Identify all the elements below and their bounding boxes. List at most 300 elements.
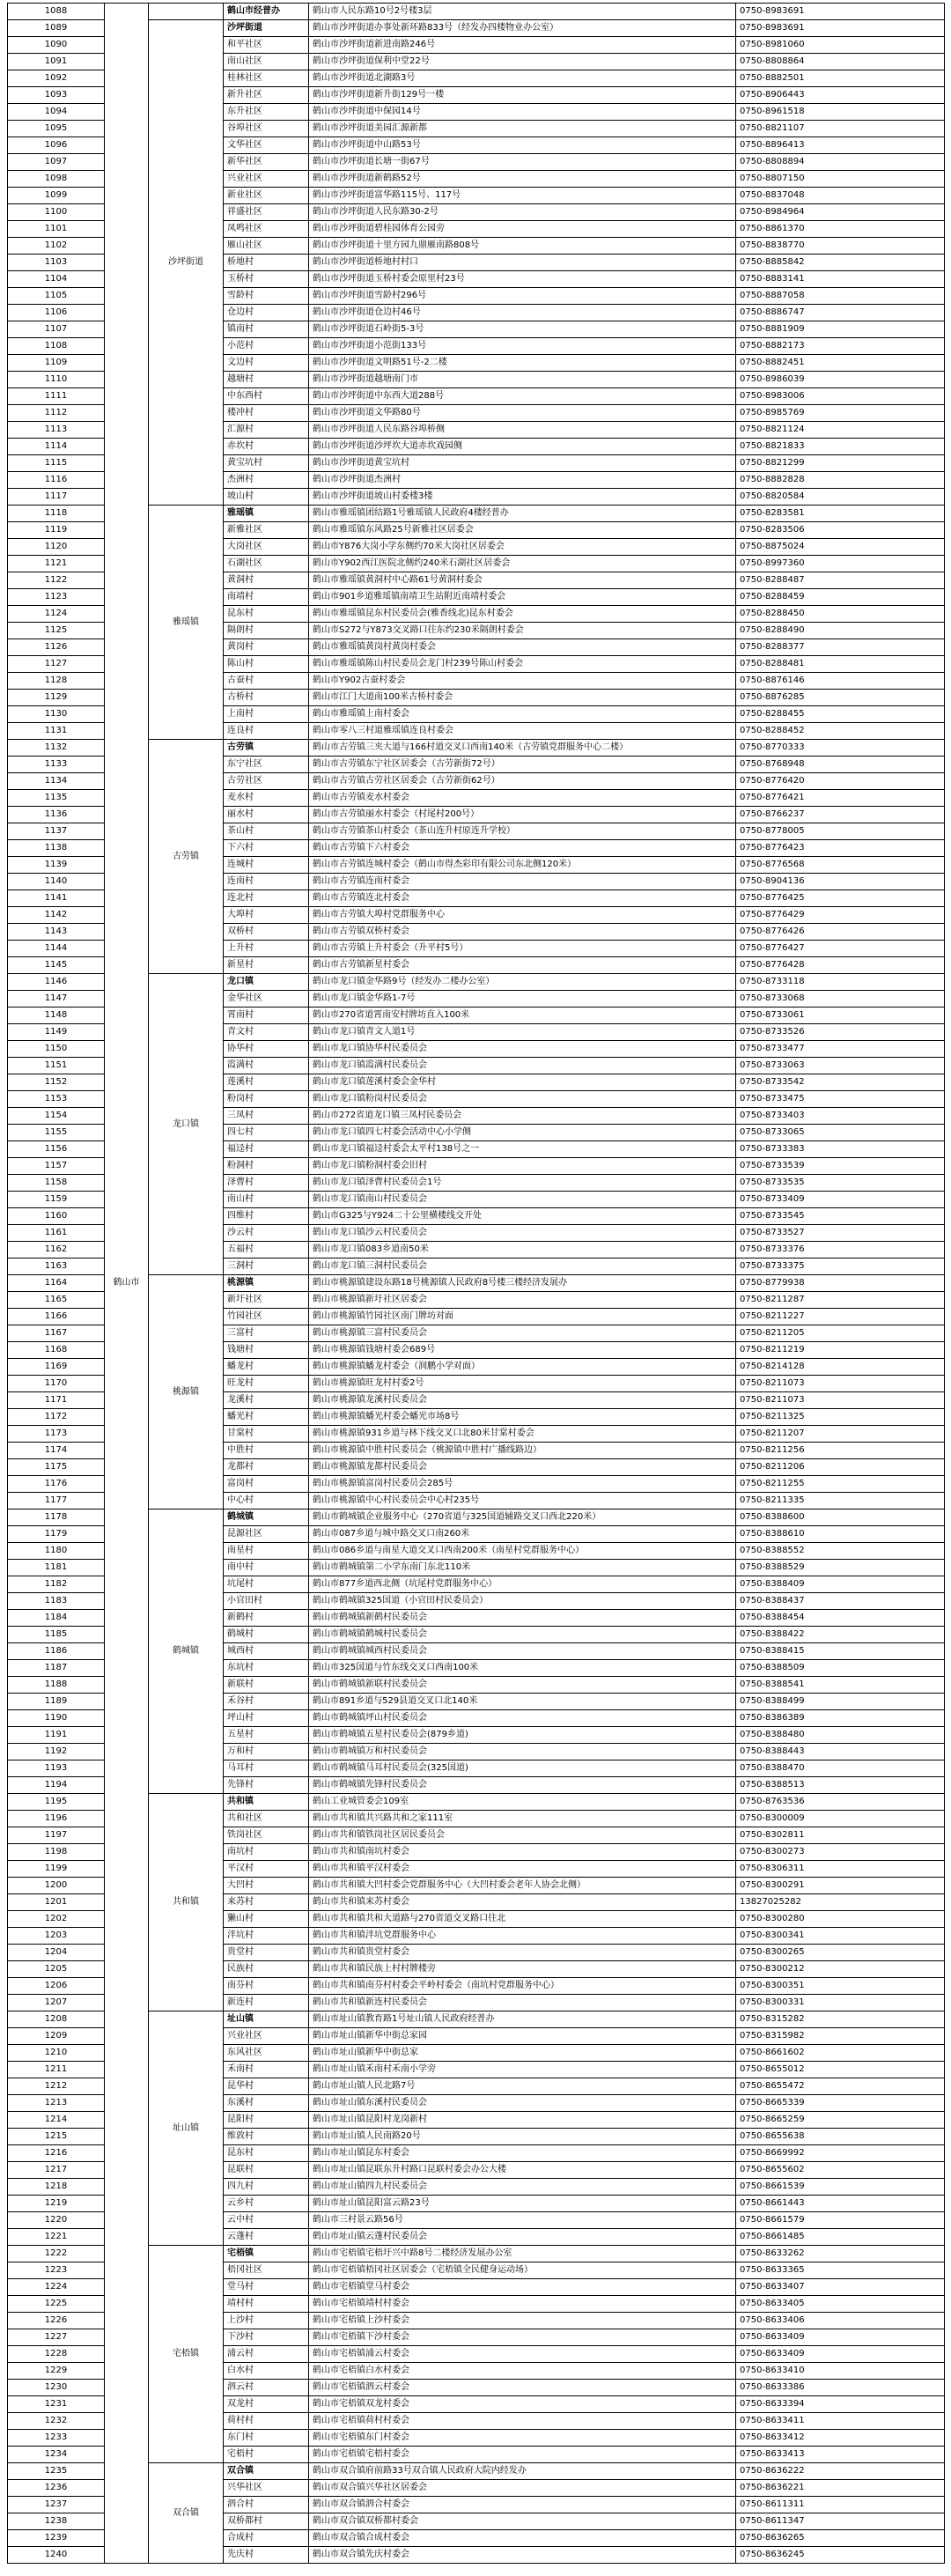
unit-address: 鹤山市址山镇新华中街总家	[309, 2045, 736, 2062]
unit-phone: 0750-8778005	[736, 823, 945, 840]
unit-address: 鹤山市址山镇云蓬村民委员会	[309, 2229, 736, 2246]
unit-phone: 0750-8776427	[736, 941, 945, 957]
unit-address: 鹤山市桃源镇富岗村民委员会285号	[309, 1476, 736, 1493]
unit-phone: 0750-8808864	[736, 54, 945, 70]
unit-name: 小范村	[224, 338, 309, 355]
unit-name: 云中村	[224, 2212, 309, 2229]
row-number: 1180	[8, 1543, 105, 1560]
row-number: 1213	[8, 2095, 105, 2112]
unit-phone: 0750-8288487	[736, 572, 945, 589]
unit-phone: 0750-8885842	[736, 255, 945, 271]
unit-name: 新联村	[224, 1677, 309, 1694]
unit-address: 鹤山市087乡道与城中路交叉口南260米	[309, 1526, 736, 1543]
unit-phone: 0750-8211227	[736, 1309, 945, 1325]
row-number: 1116	[8, 472, 105, 489]
row-number: 1206	[8, 1978, 105, 1995]
unit-address: 鹤山市270省道霄南安村牌坊直入100米	[309, 1008, 736, 1024]
unit-name: 南中村	[224, 1560, 309, 1576]
unit-address: 鹤山市共和镇平汉村委会	[309, 1861, 736, 1878]
unit-name: 双桥村	[224, 924, 309, 941]
unit-phone: 0750-8300291	[736, 1878, 945, 1894]
unit-address: 鹤山市宅梧镇宅梧村委会	[309, 2447, 736, 2463]
unit-phone: 0750-8733527	[736, 1225, 945, 1242]
unit-address: 鹤山市鹤城镇新鹤村民委员会	[309, 1610, 736, 1627]
unit-phone: 0750-8300280	[736, 1911, 945, 1928]
unit-name: 古劳镇	[224, 740, 309, 757]
town-cell: 龙口镇	[149, 974, 224, 1275]
unit-name: 靖村村	[224, 2296, 309, 2313]
unit-name: 谷埠社区	[224, 121, 309, 137]
unit-name: 南芬村	[224, 1978, 309, 1995]
unit-phone: 0750-8985769	[736, 405, 945, 422]
row-number: 1153	[8, 1091, 105, 1108]
row-number: 1115	[8, 455, 105, 472]
row-number: 1091	[8, 54, 105, 70]
row-number: 1097	[8, 154, 105, 171]
row-number: 1148	[8, 1008, 105, 1024]
unit-address: 鹤山市古劳镇古劳社区居委会（古劳新街62号）	[309, 773, 736, 790]
table-row	[8, 506, 945, 522]
unit-name: 昆阳村	[224, 2112, 309, 2129]
unit-name: 汇源村	[224, 422, 309, 439]
unit-address: 鹤山市宅梧镇泗云村委会	[309, 2380, 736, 2396]
unit-name: 古蚕村	[224, 673, 309, 690]
unit-address: 鹤山市沙坪街道十里方园九鼎雁南路808号	[309, 238, 736, 255]
unit-phone: 0750-8665259	[736, 2112, 945, 2129]
unit-name: 连城村	[224, 857, 309, 874]
unit-phone: 0750-8636245	[736, 2547, 945, 2564]
row-number: 1182	[8, 1576, 105, 1593]
unit-address: 鹤山市宅梧镇荷村村委会	[309, 2413, 736, 2430]
unit-address: 鹤山市址山镇昆东村委会	[309, 2145, 736, 2162]
row-number: 1127	[8, 656, 105, 673]
unit-address: 鹤山市宅梧镇宅梧圩兴中路8号二楼经济发展办公室	[309, 2246, 736, 2262]
unit-phone: 0750-8881909	[736, 321, 945, 338]
unit-phone: 0750-8984964	[736, 204, 945, 221]
unit-address: 鹤山市共和镇南芬村村委会平岭村委会（南坑村党群服务中心）	[309, 1978, 736, 1995]
unit-name: 黄岗村	[224, 639, 309, 656]
town-cell: 共和镇	[149, 1794, 224, 2011]
unit-name: 大凹村	[224, 1878, 309, 1894]
row-number: 1146	[8, 974, 105, 991]
unit-name: 南靖村	[224, 589, 309, 606]
unit-address: 鹤山市沙坪街道保利中堂22号	[309, 54, 736, 70]
unit-name: 泗云村	[224, 2380, 309, 2396]
unit-address: 鹤山市古劳镇新星村委会	[309, 957, 736, 974]
unit-address: 鹤山市桃源镇建设东路18号桃源镇人民政府8号楼三楼经济发展办	[309, 1275, 736, 1292]
unit-phone: 0750-8306311	[736, 1861, 945, 1878]
unit-name: 荷村村	[224, 2413, 309, 2430]
unit-address: 鹤山市龙口镇青文人道1号	[309, 1024, 736, 1041]
unit-phone: 0750-8733539	[736, 1158, 945, 1175]
unit-phone: 0750-8315282	[736, 2011, 945, 2028]
unit-name: 凤鸣社区	[224, 221, 309, 238]
unit-address: 鹤山市雅瑶镇团结路1号雅瑶镇人民政府4楼经普办	[309, 506, 736, 522]
unit-phone: 0750-8882173	[736, 338, 945, 355]
unit-phone: 0750-8655472	[736, 2078, 945, 2095]
unit-address: 鹤山市沙坪街道中山路53号	[309, 137, 736, 154]
unit-phone: 0750-8633409	[736, 2329, 945, 2346]
row-number: 1229	[8, 2363, 105, 2380]
unit-address: 鹤山市址山镇教育路1号址山镇人民政府经普办	[309, 2011, 736, 2028]
row-number: 1100	[8, 204, 105, 221]
unit-phone: 0750-8636221	[736, 2480, 945, 2497]
unit-name: 玉桥村	[224, 271, 309, 288]
unit-name: 仓边村	[224, 305, 309, 321]
unit-name: 鹤城镇	[224, 1509, 309, 1526]
row-number: 1140	[8, 874, 105, 890]
unit-address: 鹤山市鹤城镇马耳村民委员会(325国道)	[309, 1760, 736, 1777]
row-number: 1138	[8, 840, 105, 857]
unit-phone: 0750-8733375	[736, 1258, 945, 1275]
unit-phone: 0750-8211073	[736, 1376, 945, 1392]
row-number: 1142	[8, 907, 105, 924]
unit-address: 鹤山市共和镇来苏村委会	[309, 1894, 736, 1911]
row-number: 1211	[8, 2062, 105, 2078]
unit-address: 鹤山市共和镇大凹村委会党群服务中心（大凹村委会老年人协会北侧）	[309, 1878, 736, 1894]
unit-phone: 0750-8776568	[736, 857, 945, 874]
unit-name: 上升村	[224, 941, 309, 957]
unit-name: 麦水村	[224, 790, 309, 807]
row-number: 1218	[8, 2179, 105, 2196]
unit-name: 隔朗村	[224, 623, 309, 639]
unit-phone: 0750-8733526	[736, 1024, 945, 1041]
unit-name: 新鹤村	[224, 1610, 309, 1627]
row-number: 1185	[8, 1627, 105, 1643]
unit-name: 雁山社区	[224, 238, 309, 255]
row-number: 1107	[8, 321, 105, 338]
unit-name: 先锋村	[224, 1777, 309, 1794]
row-number: 1162	[8, 1242, 105, 1258]
row-number: 1157	[8, 1158, 105, 1175]
unit-name: 双桥都村	[224, 2513, 309, 2530]
unit-address: 鹤山市桃源镇931乡道与林下线交叉口北80米甘棠村委会	[309, 1426, 736, 1443]
unit-name: 新雅社区	[224, 522, 309, 539]
unit-phone: 0750-8883141	[736, 271, 945, 288]
unit-address: 鹤山市沙坪街道黄宝坑村	[309, 455, 736, 472]
unit-name: 雪龄村	[224, 288, 309, 305]
unit-name: 东门村	[224, 2430, 309, 2447]
row-number: 1200	[8, 1878, 105, 1894]
unit-name: 莲溪村	[224, 1074, 309, 1091]
unit-address: 鹤山市宅梧镇靖村村委会	[309, 2296, 736, 2313]
unit-address: 鹤山市桃源镇旺龙村村委2号	[309, 1376, 736, 1392]
unit-phone: 0750-8388415	[736, 1643, 945, 1660]
unit-name: 龙溪村	[224, 1392, 309, 1409]
unit-phone: 0750-8633411	[736, 2413, 945, 2430]
unit-phone: 0750-8288450	[736, 606, 945, 623]
unit-name: 禾南村	[224, 2062, 309, 2078]
unit-name: 址山镇	[224, 2011, 309, 2028]
row-number: 1096	[8, 137, 105, 154]
unit-name: 鹤城村	[224, 1627, 309, 1643]
unit-address: 鹤山市址山镇新华中街总家园	[309, 2028, 736, 2045]
unit-address: 鹤山市零八三村道雅瑶镇连良村委会	[309, 723, 736, 740]
unit-address: 鹤山市桃源镇蟠光村委会蟠光市场8号	[309, 1409, 736, 1426]
row-number: 1236	[8, 2480, 105, 2497]
unit-phone: 0750-8655602	[736, 2162, 945, 2179]
row-number: 1088	[8, 4, 105, 20]
row-number: 1191	[8, 1727, 105, 1744]
unit-name: 越塘村	[224, 372, 309, 388]
unit-address: 鹤山市龙口镇粉洞村委会旧村	[309, 1158, 736, 1175]
row-number: 1125	[8, 623, 105, 639]
unit-phone: 0750-8766237	[736, 807, 945, 823]
unit-name: 新圩社区	[224, 1292, 309, 1309]
unit-phone: 0750-8733535	[736, 1175, 945, 1192]
unit-phone: 0750-8302811	[736, 1827, 945, 1844]
unit-address: 鹤山市古劳镇三夹大道与166村道交叉口西南140米（古劳镇党群服务中心二楼）	[309, 740, 736, 757]
unit-address: 鹤山市江门大道南100米古桥村委会	[309, 690, 736, 706]
unit-phone: 0750-8633386	[736, 2380, 945, 2396]
unit-name: 宅梧村	[224, 2447, 309, 2463]
town-cell: 宅梧镇	[149, 2246, 224, 2463]
unit-name: 泽曹村	[224, 1175, 309, 1192]
unit-phone: 0750-8633409	[736, 2346, 945, 2363]
row-number: 1187	[8, 1660, 105, 1677]
unit-address: 鹤山市沙坪街道新鹤路52号	[309, 171, 736, 188]
unit-name: 协华村	[224, 1041, 309, 1058]
row-number: 1202	[8, 1911, 105, 1928]
unit-name: 杰洲村	[224, 472, 309, 489]
unit-phone: 0750-8733061	[736, 1008, 945, 1024]
unit-phone: 0750-8733118	[736, 974, 945, 991]
unit-name: 兴业社区	[224, 2028, 309, 2045]
unit-phone: 0750-8388422	[736, 1627, 945, 1643]
unit-phone: 0750-8288481	[736, 656, 945, 673]
unit-name: 四九村	[224, 2179, 309, 2196]
unit-name: 兴华社区	[224, 2480, 309, 2497]
row-number: 1203	[8, 1928, 105, 1945]
unit-phone: 0750-8661485	[736, 2229, 945, 2246]
unit-name: 连良村	[224, 723, 309, 740]
unit-address: 鹤山市雅瑶镇东风路25号新雅社区居委会	[309, 522, 736, 539]
unit-address: 鹤山市古劳镇连南村委会	[309, 874, 736, 890]
unit-address: 鹤山市址山镇昆阳村龙岗新村	[309, 2112, 736, 2129]
row-number: 1094	[8, 104, 105, 121]
unit-phone: 0750-8808894	[736, 154, 945, 171]
unit-address: 鹤山市古劳镇连城村委会（鹤山市得杰彩印有限公司东北侧120米）	[309, 857, 736, 874]
unit-name: 龙口镇	[224, 974, 309, 991]
row-number: 1227	[8, 2329, 105, 2346]
unit-phone: 0750-8763536	[736, 1794, 945, 1811]
unit-phone: 0750-8386389	[736, 1710, 945, 1727]
unit-address: 鹤山市鹤城镇鹤城村民委员会	[309, 1627, 736, 1643]
unit-address: 鹤山市桃源镇竹园社区南门牌坊对面	[309, 1309, 736, 1325]
unit-address: 鹤山市龙口镇霞满村民委员会	[309, 1058, 736, 1074]
unit-phone: 0750-8661602	[736, 2045, 945, 2062]
unit-name: 中心村	[224, 1493, 309, 1509]
unit-name: 万和村	[224, 1744, 309, 1760]
unit-name: 昆联村	[224, 2162, 309, 2179]
unit-name: 沙坪街道	[224, 20, 309, 37]
unit-name: 三富村	[224, 1325, 309, 1342]
unit-phone: 0750-8733376	[736, 1242, 945, 1258]
unit-name: 文华社区	[224, 137, 309, 154]
unit-name: 鹤山市经普办	[224, 4, 309, 20]
unit-phone: 0750-8388600	[736, 1509, 945, 1526]
unit-name: 四维村	[224, 1208, 309, 1225]
row-number: 1216	[8, 2145, 105, 2162]
unit-name: 维敦村	[224, 2129, 309, 2145]
unit-address: 鹤山市双合镇先庆村委会	[309, 2547, 736, 2564]
unit-address: 鹤山市龙口镇金华路9号（经发办二楼办公室）	[309, 974, 736, 991]
unit-phone: 0750-8733477	[736, 1041, 945, 1058]
row-number: 1197	[8, 1827, 105, 1844]
table-row	[8, 974, 945, 991]
unit-name: 三洞村	[224, 1258, 309, 1275]
row-number: 1188	[8, 1677, 105, 1694]
row-number: 1098	[8, 171, 105, 188]
unit-name: 金华社区	[224, 991, 309, 1008]
unit-name: 先庆村	[224, 2547, 309, 2564]
unit-address: 鹤山市雅瑶镇黄岗村黄岗村委会	[309, 639, 736, 656]
unit-phone: 0750-8388409	[736, 1576, 945, 1593]
row-number: 1141	[8, 890, 105, 907]
row-number: 1105	[8, 288, 105, 305]
unit-name: 粉洞村	[224, 1158, 309, 1175]
unit-phone: 0750-8283506	[736, 522, 945, 539]
unit-address: 鹤山市共和镇泮坑党群服务中心	[309, 1928, 736, 1945]
row-number: 1151	[8, 1058, 105, 1074]
unit-name: 桂林社区	[224, 70, 309, 87]
row-number: 1171	[8, 1392, 105, 1409]
unit-address: 鹤山市雅瑶镇昆东村民委员会(雅香线北)昆东村委会	[309, 606, 736, 623]
unit-address: 鹤山市272省道龙口镇三凤村民委员会	[309, 1108, 736, 1125]
row-number: 1215	[8, 2129, 105, 2145]
unit-address: 鹤山市龙口镇四七村委会活动中心小学侧	[309, 1125, 736, 1141]
unit-address: 鹤山市鹤城镇新联村民委员会	[309, 1677, 736, 1694]
row-number: 1103	[8, 255, 105, 271]
unit-address: 鹤山市古劳镇下六村委会	[309, 840, 736, 857]
unit-phone: 0750-8300273	[736, 1844, 945, 1861]
unit-name: 下六村	[224, 840, 309, 857]
unit-name: 连南村	[224, 874, 309, 890]
unit-address: 鹤山市址山镇禾南村禾南小学旁	[309, 2062, 736, 2078]
row-number: 1238	[8, 2513, 105, 2530]
town-cell: 址山镇	[149, 2011, 224, 2246]
unit-name: 来苏村	[224, 1894, 309, 1911]
row-number: 1102	[8, 238, 105, 255]
row-number: 1120	[8, 539, 105, 556]
unit-phone: 0750-8770333	[736, 740, 945, 757]
row-number: 1199	[8, 1861, 105, 1878]
unit-phone: 0750-8821124	[736, 422, 945, 439]
town-cell: 沙坪街道	[149, 20, 224, 506]
unit-phone: 0750-8875024	[736, 539, 945, 556]
unit-name: 蟠光村	[224, 1409, 309, 1426]
row-number: 1139	[8, 857, 105, 874]
unit-address: 鹤山市鹤城镇城西村民委员会	[309, 1643, 736, 1660]
row-number: 1237	[8, 2497, 105, 2513]
row-number: 1144	[8, 941, 105, 957]
row-number: 1184	[8, 1610, 105, 1627]
unit-address: 鹤山市址山镇昆联东升村路口昆联村委会办公大楼	[309, 2162, 736, 2179]
unit-address: 鹤山市共和镇南坑村委会	[309, 1844, 736, 1861]
row-number: 1223	[8, 2262, 105, 2279]
unit-name: 宅梧镇	[224, 2246, 309, 2262]
row-number: 1232	[8, 2413, 105, 2430]
unit-name: 三凤村	[224, 1108, 309, 1125]
row-number: 1095	[8, 121, 105, 137]
row-number: 1118	[8, 506, 105, 522]
row-number: 1106	[8, 305, 105, 321]
unit-address: 鹤山市沙坪街道中保园14号	[309, 104, 736, 121]
unit-address: 鹤山市址山镇人民南路20号	[309, 2129, 736, 2145]
unit-name: 赤坎村	[224, 439, 309, 455]
row-number: 1204	[8, 1945, 105, 1961]
unit-phone: 0750-8388552	[736, 1543, 945, 1560]
unit-name: 梧冈社区	[224, 2262, 309, 2279]
unit-address: 鹤山市鹤城镇325国道（小官田村民委员会）	[309, 1593, 736, 1610]
unit-phone: 0750-8633406	[736, 2313, 945, 2329]
row-number: 1114	[8, 439, 105, 455]
row-number: 1111	[8, 388, 105, 405]
unit-address: 鹤山市龙口镇三洞村民委员会	[309, 1258, 736, 1275]
unit-name: 新星村	[224, 957, 309, 974]
row-number: 1207	[8, 1995, 105, 2011]
unit-address: 鹤山市古劳镇麦水村委会	[309, 790, 736, 807]
unit-phone: 0750-8655638	[736, 2129, 945, 2145]
row-number: 1239	[8, 2530, 105, 2547]
unit-name: 堂马村	[224, 2279, 309, 2296]
unit-address: 鹤山市沙坪街道文华路80号	[309, 405, 736, 422]
unit-phone: 0750-8981060	[736, 37, 945, 54]
unit-address: 鹤山市沙坪街道小范街133号	[309, 338, 736, 355]
unit-phone: 0750-8633407	[736, 2279, 945, 2296]
unit-name: 钱塘村	[224, 1342, 309, 1359]
unit-phone: 0750-8983691	[736, 4, 945, 20]
unit-address: 鹤山市人民东路10号2号楼3层	[309, 4, 736, 20]
unit-phone: 0750-8733403	[736, 1108, 945, 1125]
unit-phone: 0750-8211073	[736, 1392, 945, 1409]
unit-address: 鹤山市沙坪街道坡山村委楼3楼	[309, 489, 736, 506]
town-cell: 桃源镇	[149, 1275, 224, 1509]
row-number: 1137	[8, 823, 105, 840]
table-row	[8, 1794, 945, 1811]
table-row	[8, 2246, 945, 2262]
unit-phone: 0750-8776426	[736, 924, 945, 941]
row-number: 1130	[8, 706, 105, 723]
unit-address: 鹤山市沙坪街道文明路51号-2二楼	[309, 355, 736, 372]
unit-name: 大埠村	[224, 907, 309, 924]
unit-name: 沙云村	[224, 1225, 309, 1242]
unit-phone: 0750-8779938	[736, 1275, 945, 1292]
unit-name: 镇南村	[224, 321, 309, 338]
unit-address: 鹤山市双合镇合成村委会	[309, 2530, 736, 2547]
row-number: 1150	[8, 1041, 105, 1058]
row-number: 1233	[8, 2430, 105, 2447]
unit-address: 鹤山市雅瑶镇陈山村民委员会龙门村239号陈山村委会	[309, 656, 736, 673]
unit-name: 下沙村	[224, 2329, 309, 2346]
row-number: 1093	[8, 87, 105, 104]
unit-phone: 0750-8633410	[736, 2363, 945, 2380]
row-number: 1156	[8, 1141, 105, 1158]
unit-name: 大岗社区	[224, 539, 309, 556]
unit-address: 鹤山市双合镇双桥都村委会	[309, 2513, 736, 2530]
unit-phone: 0750-8733542	[736, 1074, 945, 1091]
unit-phone: 0750-8733068	[736, 991, 945, 1008]
unit-address: 鹤山市鹤城镇五星村民委员会(879乡道)	[309, 1727, 736, 1744]
unit-address: 鹤山市沙坪街道中东西大道288号	[309, 388, 736, 405]
unit-address: 鹤山市沙坪街道人民东路谷埠桥侧	[309, 422, 736, 439]
unit-name: 霄南村	[224, 1008, 309, 1024]
unit-address: 鹤山市龙口镇协华村民委员会	[309, 1041, 736, 1058]
unit-name: 桃源镇	[224, 1275, 309, 1292]
unit-address: 鹤山市G325与Y924二十公里横楼线交开处	[309, 1208, 736, 1225]
unit-name: 昆东村	[224, 2145, 309, 2162]
unit-name: 南山社区	[224, 54, 309, 70]
